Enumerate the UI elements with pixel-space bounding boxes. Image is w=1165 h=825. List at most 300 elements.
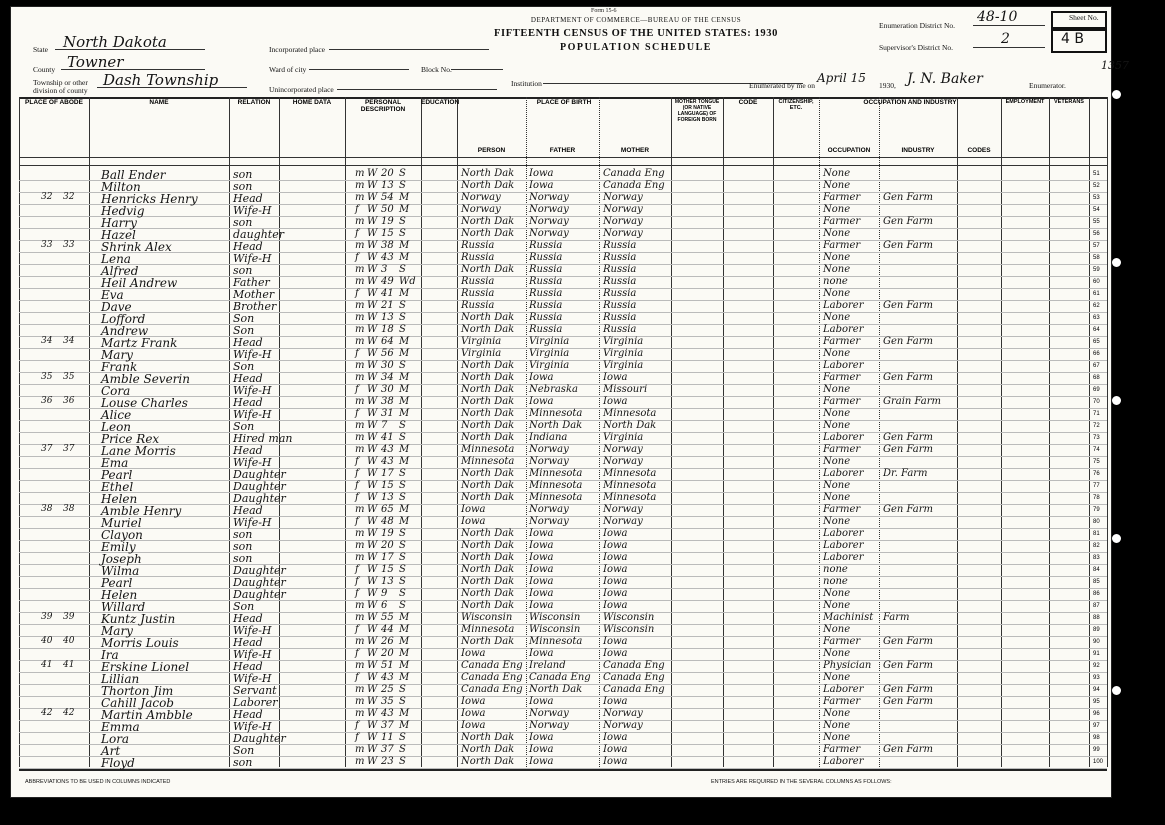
row-sex: m — [355, 312, 365, 323]
row-race: W — [367, 192, 378, 203]
row-family: 40 — [63, 636, 75, 646]
row-race: W — [367, 348, 378, 359]
row-name: Kuntz Justin — [101, 612, 176, 626]
row-name: Martin Ambble — [101, 708, 193, 722]
row-race: W — [367, 492, 378, 503]
row-occupation: Laborer — [823, 360, 864, 371]
row-number: 77 — [1093, 483, 1100, 489]
row-marital: M — [399, 720, 410, 731]
row-race: W — [367, 708, 378, 719]
row-rule — [19, 324, 1107, 325]
row-name: Lena — [101, 252, 131, 266]
row-marital: S — [399, 552, 406, 563]
row-number: 74 — [1093, 447, 1100, 453]
col-rule — [1107, 97, 1108, 767]
row-relation: Head — [233, 612, 263, 625]
row-mother-birthplace: Russia — [603, 312, 637, 323]
row-name: Frank — [101, 360, 138, 374]
row-father-birthplace: Iowa — [529, 528, 554, 539]
row-father-birthplace: Iowa — [529, 564, 554, 575]
row-name: Alice — [101, 408, 132, 422]
row-relation: Wife-H — [233, 672, 272, 685]
row-mother-birthplace: Norway — [603, 720, 643, 731]
row-number: 88 — [1093, 615, 1100, 621]
row-rule — [19, 768, 1107, 769]
row-name: Mary — [101, 624, 133, 638]
row-race: W — [367, 564, 378, 575]
row-father-birthplace: Norway — [529, 720, 569, 731]
row-father-birthplace: Norway — [529, 444, 569, 455]
row-occupation: None — [823, 492, 851, 503]
row-occupation: None — [823, 720, 851, 731]
row-race: W — [367, 588, 378, 599]
entries-note: ENTRIES ARE REQUIRED IN THE SEVERAL COLUMNS AS FOLLOWS: — [711, 779, 892, 785]
row-birthplace: North Dak — [461, 756, 515, 767]
row-name: Helen — [101, 492, 138, 506]
schedule-title: POPULATION SCHEDULE — [560, 42, 712, 53]
row-sex: m — [355, 696, 365, 707]
row-marital: M — [399, 384, 410, 395]
row-age: 3 — [381, 264, 388, 275]
punch-hole — [1112, 396, 1121, 405]
row-industry: Gen Farm — [883, 636, 934, 647]
row-race: W — [367, 696, 378, 707]
row-relation: Head — [233, 708, 263, 721]
row-sex: m — [355, 192, 365, 203]
group-citizenship: CITIZENSHIP, ETC. — [778, 99, 814, 111]
row-sex: f — [355, 408, 359, 419]
row-sex: m — [355, 708, 365, 719]
row-sex: m — [355, 660, 365, 671]
form-number: Form 15-6 — [591, 8, 617, 14]
row-marital: S — [399, 480, 406, 491]
row-relation: Head — [233, 504, 263, 517]
row-number: 62 — [1093, 303, 1100, 309]
row-name: Clayon — [101, 528, 143, 542]
row-dwelling: 33 — [41, 240, 53, 250]
row-birthplace: Russia — [461, 240, 495, 251]
row-father-birthplace: Minnesota — [529, 468, 583, 479]
row-name: Emma — [101, 720, 140, 734]
row-number: 99 — [1093, 747, 1100, 753]
row-race: W — [367, 216, 378, 227]
row-marital: S — [399, 468, 406, 479]
row-race: W — [367, 720, 378, 731]
row-relation: son — [233, 540, 253, 553]
ward-label: Ward of city — [269, 65, 307, 74]
row-rule — [19, 312, 1107, 313]
row-marital: M — [399, 240, 410, 251]
row-marital: M — [399, 456, 410, 467]
row-occupation: None — [823, 408, 851, 419]
row-mother-birthplace: Canada Eng — [603, 684, 665, 695]
subhead-occupation: OCCUPATION — [827, 147, 871, 154]
row-name: Floyd — [101, 756, 135, 770]
row-rule — [19, 240, 1107, 241]
row-occupation: Farmer — [823, 192, 861, 203]
group-mother-tongue: MOTHER TONGUE (OR NATIVE LANGUAGE) OF FOREIGN BORN — [674, 99, 720, 123]
row-birthplace: North Dak — [461, 396, 515, 407]
row-family: 34 — [63, 336, 75, 346]
row-occupation: none — [823, 564, 848, 575]
row-age: 48 — [381, 516, 394, 527]
row-occupation: None — [823, 312, 851, 323]
row-dwelling: 36 — [41, 396, 53, 406]
row-industry: Gen Farm — [883, 444, 934, 455]
row-sex: f — [355, 348, 359, 359]
row-age: 43 — [381, 444, 394, 455]
row-relation: Son — [233, 312, 255, 325]
group-code: CODE — [738, 99, 758, 106]
row-age: 50 — [381, 204, 394, 215]
row-sex: m — [355, 432, 365, 443]
row-number: 57 — [1093, 243, 1100, 249]
row-marital: S — [399, 684, 406, 695]
row-age: 20 — [381, 540, 394, 551]
row-birthplace: North Dak — [461, 216, 515, 227]
row-mother-birthplace: Norway — [603, 708, 643, 719]
row-occupation: Laborer — [823, 552, 864, 563]
row-age: 37 — [381, 720, 394, 731]
county-value: Towner — [67, 53, 124, 71]
row-sex: f — [355, 672, 359, 683]
row-name: Emily — [101, 540, 136, 554]
row-mother-birthplace: Norway — [603, 516, 643, 527]
row-relation: Wife-H — [233, 252, 272, 265]
row-occupation: Farmer — [823, 636, 861, 647]
row-mother-birthplace: Iowa — [603, 600, 628, 611]
row-marital: S — [399, 588, 406, 599]
row-relation: son — [233, 216, 253, 229]
row-race: W — [367, 756, 378, 767]
row-race: W — [367, 180, 378, 191]
row-birthplace: North Dak — [461, 636, 515, 647]
sheet-label: Sheet No. — [1069, 13, 1099, 22]
row-marital: S — [399, 264, 406, 275]
row-father-birthplace: Nebraska — [529, 384, 578, 395]
row-number: 70 — [1093, 399, 1100, 405]
row-father-birthplace: Iowa — [529, 396, 554, 407]
row-relation: Wife-H — [233, 348, 272, 361]
row-marital: M — [399, 648, 410, 659]
group-place-of-abode: PLACE OF ABODE — [25, 99, 83, 106]
row-mother-birthplace: Norway — [603, 204, 643, 215]
row-father-birthplace: Iowa — [529, 756, 554, 767]
row-sex: f — [355, 480, 359, 491]
row-name: Art — [101, 744, 121, 758]
enumerator-label: Enumerator. — [1029, 81, 1066, 90]
row-occupation: None — [823, 732, 851, 743]
row-relation: Head — [233, 336, 263, 349]
row-occupation: None — [823, 516, 851, 527]
row-mother-birthplace: Canada Eng — [603, 168, 665, 179]
row-birthplace: Russia — [461, 252, 495, 263]
row-age: 23 — [381, 756, 394, 767]
row-occupation: None — [823, 420, 851, 431]
row-age: 37 — [381, 744, 394, 755]
row-father-birthplace: Virginia — [529, 348, 570, 359]
row-relation: son — [233, 180, 253, 193]
row-family: 39 — [63, 612, 75, 622]
row-marital: S — [399, 600, 406, 611]
row-occupation: None — [823, 624, 851, 635]
row-age: 43 — [381, 252, 394, 263]
row-number: 65 — [1093, 339, 1100, 345]
row-marital: M — [399, 408, 410, 419]
row-race: W — [367, 444, 378, 455]
row-rule — [19, 588, 1107, 589]
row-race: W — [367, 480, 378, 491]
row-birthplace: Canada Eng — [461, 684, 523, 695]
row-number: 95 — [1093, 699, 1100, 705]
row-name: Morris Louis — [101, 636, 179, 650]
row-occupation: Physician — [823, 660, 872, 671]
row-family: 36 — [63, 396, 75, 406]
row-race: W — [367, 408, 378, 419]
row-birthplace: North Dak — [461, 492, 515, 503]
row-marital: S — [399, 228, 406, 239]
row-marital: M — [399, 624, 410, 635]
row-relation: Wife-H — [233, 648, 272, 661]
row-age: 20 — [381, 648, 394, 659]
row-father-birthplace: Minnesota — [529, 480, 583, 491]
page-stamp: 1357 — [1101, 59, 1129, 72]
row-birthplace: Minnesota — [461, 624, 515, 635]
supervisor-district-value: 2 — [1001, 31, 1010, 47]
row-relation: Wife-H — [233, 384, 272, 397]
row-name: Shrink Alex — [101, 240, 172, 254]
row-birthplace: Wisconsin — [461, 612, 513, 623]
row-occupation: Farmer — [823, 744, 861, 755]
row-relation: Head — [233, 192, 263, 205]
row-birthplace: North Dak — [461, 432, 515, 443]
row-sex: f — [355, 204, 359, 215]
row-marital: S — [399, 324, 406, 335]
row-father-birthplace: Norway — [529, 204, 569, 215]
row-number: 100 — [1093, 759, 1104, 765]
row-mother-birthplace: Iowa — [603, 756, 628, 767]
row-sex: m — [355, 420, 365, 431]
table-bottom-rule — [19, 769, 1107, 771]
row-rule — [19, 732, 1107, 733]
row-name: Amble Henry — [101, 504, 182, 518]
row-relation: Head — [233, 636, 263, 649]
row-marital: S — [399, 744, 406, 755]
row-race: W — [367, 744, 378, 755]
row-mother-birthplace: North Dak — [603, 420, 657, 431]
row-mother-birthplace: Canada Eng — [603, 672, 665, 683]
row-age: 38 — [381, 396, 394, 407]
row-name: Alfred — [101, 264, 139, 278]
row-number: 85 — [1093, 579, 1100, 585]
row-rule — [19, 564, 1107, 565]
unincorporated-place-label: Unincorporated place — [269, 85, 334, 94]
row-name: Dave — [101, 300, 132, 314]
row-sex: m — [355, 528, 365, 539]
row-race: W — [367, 396, 378, 407]
row-occupation: Machinist — [823, 612, 874, 623]
row-father-birthplace: Russia — [529, 312, 563, 323]
row-marital: Wd — [399, 276, 416, 287]
row-sex: m — [355, 240, 365, 251]
row-birthplace: Russia — [461, 300, 495, 311]
census-sheet — [10, 6, 1129, 798]
table-header-rule — [19, 157, 1107, 158]
row-birthplace: Minnesota — [461, 444, 515, 455]
row-marital: S — [399, 564, 406, 575]
block-label: Block No. — [421, 65, 452, 74]
row-sex: f — [355, 252, 359, 263]
ward-field — [309, 55, 409, 70]
row-relation: Daughter — [233, 732, 286, 745]
row-occupation: None — [823, 600, 851, 611]
row-age: 43 — [381, 456, 394, 467]
row-mother-birthplace: Iowa — [603, 732, 628, 743]
row-sex: f — [355, 456, 359, 467]
row-industry: Gen Farm — [883, 216, 934, 227]
row-marital: M — [399, 612, 410, 623]
row-marital: S — [399, 576, 406, 587]
row-occupation: Laborer — [823, 756, 864, 767]
row-marital: S — [399, 168, 406, 179]
row-number: 51 — [1093, 171, 1100, 177]
row-age: 7 — [381, 420, 388, 431]
row-birthplace: Iowa — [461, 516, 486, 527]
enumerator-name: J. N. Baker — [907, 71, 983, 87]
row-birthplace: Canada Eng — [461, 672, 523, 683]
row-birthplace: North Dak — [461, 324, 515, 335]
row-sex: f — [355, 564, 359, 575]
row-number: 75 — [1093, 459, 1100, 465]
row-marital: M — [399, 336, 410, 347]
row-name: Harry — [101, 216, 137, 230]
row-number: 98 — [1093, 735, 1100, 741]
row-race: W — [367, 312, 378, 323]
row-birthplace: Iowa — [461, 648, 486, 659]
row-occupation: Laborer — [823, 540, 864, 551]
row-name: Leon — [101, 420, 132, 434]
row-relation: Wife-H — [233, 408, 272, 421]
row-sex: m — [355, 504, 365, 515]
row-industry: Gen Farm — [883, 696, 934, 707]
row-relation: Son — [233, 360, 255, 373]
row-relation: son — [233, 168, 253, 181]
row-sex: f — [355, 648, 359, 659]
row-name: Pearl — [101, 576, 133, 590]
row-birthplace: North Dak — [461, 408, 515, 419]
row-birthplace: Canada Eng — [461, 660, 523, 671]
row-mother-birthplace: Russia — [603, 240, 637, 251]
row-race: W — [367, 732, 378, 743]
row-relation: Head — [233, 444, 263, 457]
row-industry: Gen Farm — [883, 336, 934, 347]
row-number: 82 — [1093, 543, 1100, 549]
row-name: Ira — [101, 648, 119, 662]
row-father-birthplace: Minnesota — [529, 636, 583, 647]
census-title: FIFTEENTH CENSUS OF THE UNITED STATES: 1930 — [494, 28, 778, 39]
row-race: W — [367, 636, 378, 647]
row-birthplace: North Dak — [461, 228, 515, 239]
row-father-birthplace: Norway — [529, 456, 569, 467]
row-occupation: Laborer — [823, 300, 864, 311]
row-relation: Son — [233, 744, 255, 757]
row-marital: S — [399, 756, 406, 767]
row-rule — [19, 576, 1107, 577]
row-age: 9 — [381, 588, 388, 599]
row-father-birthplace: Norway — [529, 216, 569, 227]
row-sex: m — [355, 684, 365, 695]
row-sex: m — [355, 612, 365, 623]
row-occupation: Farmer — [823, 336, 861, 347]
row-sex: m — [355, 276, 365, 287]
row-age: 35 — [381, 696, 394, 707]
row-marital: M — [399, 288, 410, 299]
row-age: 18 — [381, 324, 394, 335]
row-father-birthplace: Russia — [529, 300, 563, 311]
row-name: Joseph — [101, 552, 142, 566]
row-birthplace: Norway — [461, 192, 501, 203]
row-marital: M — [399, 504, 410, 515]
row-father-birthplace: Russia — [529, 324, 563, 335]
row-mother-birthplace: Wisconsin — [603, 624, 655, 635]
row-industry: Gen Farm — [883, 192, 934, 203]
row-mother-birthplace: Russia — [603, 252, 637, 263]
row-relation: Daughter — [233, 588, 286, 601]
block-field — [451, 55, 503, 70]
row-race: W — [367, 336, 378, 347]
row-mother-birthplace: Iowa — [603, 564, 628, 575]
punch-hole — [1112, 258, 1121, 267]
row-father-birthplace: Russia — [529, 240, 563, 251]
row-age: 64 — [381, 336, 394, 347]
institution-label: Institution — [511, 79, 542, 88]
row-number: 73 — [1093, 435, 1100, 441]
row-name: Louse Charles — [101, 396, 188, 410]
row-mother-birthplace: Wisconsin — [603, 612, 655, 623]
row-occupation: None — [823, 168, 851, 179]
row-number: 92 — [1093, 663, 1100, 669]
row-marital: M — [399, 444, 410, 455]
row-name: Wilma — [101, 564, 140, 578]
row-occupation: None — [823, 588, 851, 599]
row-relation: Wife-H — [233, 624, 272, 637]
row-rule — [19, 744, 1107, 745]
row-race: W — [367, 276, 378, 287]
row-relation: Wife-H — [233, 456, 272, 469]
row-mother-birthplace: Russia — [603, 288, 637, 299]
enumerated-year: 1930, — [879, 81, 896, 90]
subhead-mother: MOTHER — [620, 147, 650, 154]
row-number: 81 — [1093, 531, 1100, 537]
row-family: 33 — [63, 240, 75, 250]
row-name: Price Rex — [101, 432, 160, 446]
township-value: Dash Township — [103, 71, 219, 89]
row-family: 41 — [63, 660, 75, 670]
row-mother-birthplace: Norway — [603, 504, 643, 515]
row-sex: m — [355, 216, 365, 227]
row-number: 53 — [1093, 195, 1100, 201]
row-relation: Daughter — [233, 468, 286, 481]
row-birthplace: Iowa — [461, 708, 486, 719]
row-occupation: None — [823, 180, 851, 191]
row-relation: son — [233, 264, 253, 277]
row-relation: Daughter — [233, 576, 286, 589]
row-relation: Head — [233, 660, 263, 673]
row-mother-birthplace: Virginia — [603, 360, 644, 371]
row-age: 30 — [381, 360, 394, 371]
subhead-person: PERSON — [477, 147, 506, 154]
row-number: 97 — [1093, 723, 1100, 729]
